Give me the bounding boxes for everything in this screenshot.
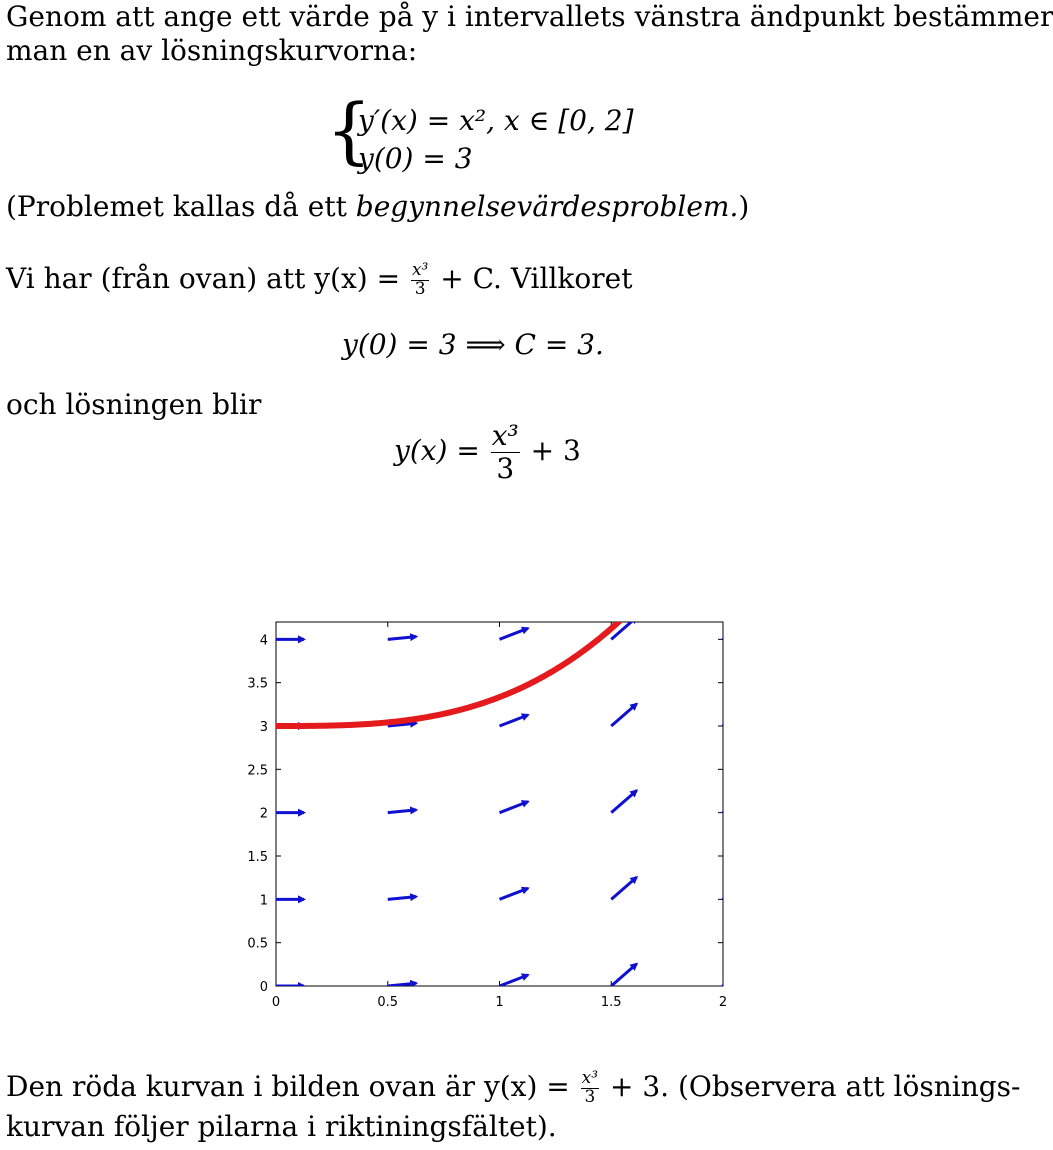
- ode-system: [326, 88, 646, 180]
- direction-arrow: [500, 975, 528, 986]
- direction-arrow: [723, 781, 744, 813]
- direction-arrow: [723, 694, 744, 726]
- solution-equation: y(x) = $\frac{\text{x³}}{3}$ + 3: [394, 419, 581, 486]
- brace-icon: {: [326, 88, 372, 172]
- x-tick-label: 0: [271, 995, 281, 1010]
- y-tick-label: 0: [259, 980, 268, 995]
- direction-arrow: [611, 877, 636, 899]
- y-tick-label: 0.5: [247, 936, 268, 952]
- intro-line-1: Genom att ange ett värde på y i intervallets vänstra ändpunkt bestämmer: [6, 0, 1053, 33]
- y-tick-label: 2.5: [247, 763, 268, 779]
- plot-frame: [276, 622, 723, 986]
- direction-field-chart: [0, 600, 960, 1020]
- outro-line-1: Den röda kurvan i bilden ovan är y(x) = $\frac{\text{x³}}{3}$ + 3. (Observera att lösnings-: [6, 1068, 1021, 1107]
- y-tick-label: 2: [259, 806, 268, 822]
- direction-arrow: [500, 802, 528, 813]
- arrow-field: [276, 607, 744, 986]
- condition-equation: y(0) = 3 ⟹ C = 3.: [342, 328, 604, 361]
- ode-equation: y′(x) = x², x ∈ [0, 2]: [358, 104, 634, 137]
- direction-arrow: [723, 954, 744, 986]
- direction-arrow: [500, 628, 528, 639]
- x-tick-label: 1: [495, 995, 504, 1010]
- intro-line-2: man en av lösningskurvorna:: [6, 34, 418, 67]
- initial-condition: y(0) = 3: [358, 142, 473, 175]
- direction-arrow: [723, 867, 744, 899]
- y-tick-label: 3: [259, 720, 268, 735]
- direction-arrow: [611, 704, 636, 726]
- outro-fraction: $\frac{\text{x³}}{3}$: [581, 1068, 599, 1107]
- direction-arrow: [611, 791, 636, 813]
- outro-line-2: kurvan följer pilarna i riktiningsfältet).: [6, 1110, 557, 1143]
- x-tick-label: 1.5: [600, 995, 622, 1010]
- solution-text: och lösningen blir: [6, 388, 262, 421]
- direction-arrow: [500, 888, 528, 899]
- direction-arrow: [611, 964, 636, 986]
- direction-arrow: [723, 607, 744, 639]
- direction-arrow: [500, 715, 528, 726]
- direction-arrow: [388, 810, 416, 813]
- direction-arrow: [388, 897, 416, 900]
- x-tick-label: 0.5: [377, 995, 399, 1010]
- x-tick-label: 2: [718, 995, 728, 1010]
- general-fraction: $\frac{\text{x³}}{3}$: [411, 260, 429, 299]
- direction-arrow: [388, 637, 416, 640]
- y-tick-label: 1: [259, 893, 268, 909]
- y-tick-label: 1.5: [247, 850, 268, 865]
- ivp-note: (Problemet kallas då ett begynnelsevärdesproblem.): [6, 190, 750, 223]
- y-tick-label: 3.5: [247, 676, 268, 692]
- general-solution-line: Vi har (från ovan) att y(x) = $\frac{\text{x³}}{3}$ + C. Villkoret: [6, 260, 633, 299]
- y-tick-label: 4: [259, 633, 268, 649]
- solution-curve: [276, 495, 723, 726]
- solution-fraction: $\frac{\text{x³}}{3}$: [491, 419, 519, 486]
